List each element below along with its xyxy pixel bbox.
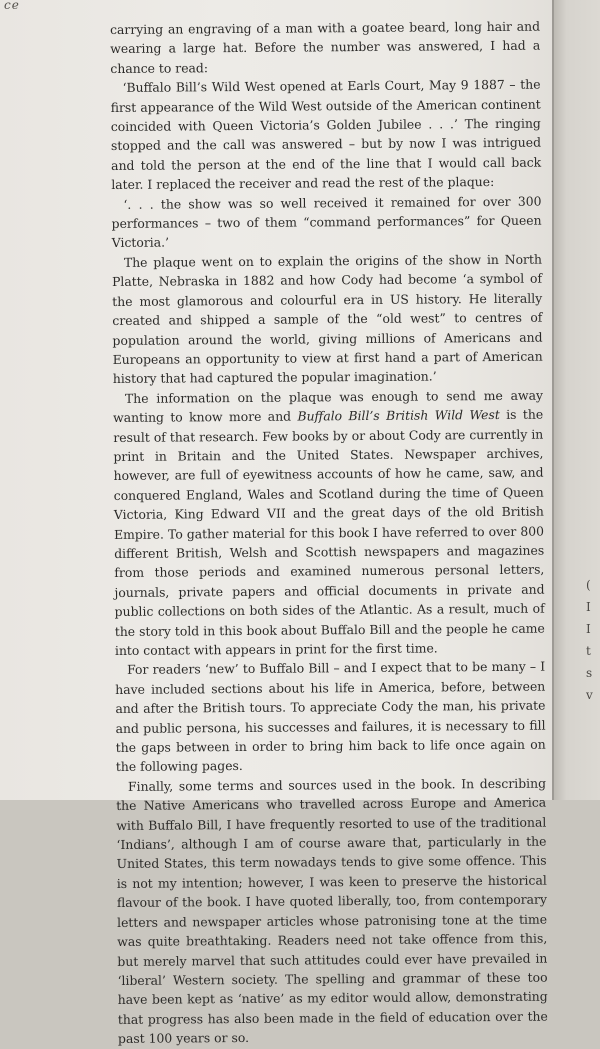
facing-page-text-fragments: [586, 574, 600, 706]
paragraph-plaque-quote-continued: ‘. . . the show was so well received it remained for over 300 performances – two of them “command performances” for Queen Victoria.’: [111, 193, 542, 251]
page-gutter-divider: [552, 0, 554, 800]
edge-char: t: [586, 644, 591, 658]
edge-char: (: [586, 578, 591, 592]
edge-char: v: [586, 688, 593, 702]
paragraph-research-rest: is the result of that research. Few books by or about Cody are currently in print in Britain and the United States. Newspaper archives, however, are full of eyewitness accounts of how he came, saw, and conquered England, Wales and Scotland during the time of Queen Victoria, King Edward VII and the great days of the old British Empire. To gather material for this book I have referred to over 800 different British, Welsh and Scottish newspapers and magazines from those periods and examined numerous personal letters, journals, private papers and official documents in private and public collections on both sides of the Atlantic. As a result, much of the story told in this book about Buffalo Bill and the people he came into contact with appears in print for the first time.: [113, 406, 545, 658]
paragraph-plaque-origins: The plaque went on to explain the origins of the show in North Platte, Nebraska in 1882 and how Cody had become ‘a symbol of the most glamorous and colourful era in US history. He literally created and shipped a sample of the “old west” to centres of population around the world, giving millions of Americans and Europeans an opportunity to view at first hand a part of American history that had captured the popular imagination.’: [111, 251, 543, 387]
paragraph-new-readers: For readers ‘new’ to Buffalo Bill – and I expect that to be many – I have included sections about his life in America, before, between and after the British tours. To appreciate Cody the man, his private and public persona, his successes and failures, it is necessary to fill the gaps between in order to bring him back to life once again on the following pages.: [115, 659, 546, 775]
paragraph-plaque-quote: ‘Buffalo Bill’s Wild West opened at Earls Court, May 9 1887 – the first appearance of the Wild West outside of the American continent coincided with Queen Victoria’s Golden Jubilee . . .’ The ringing stopped and the call was answered – but by now I was intrigued and told the person at the end of the line that I would call back later. I replaced the receiver and read the rest of the plaque:: [110, 76, 542, 193]
paragraph-research: [113, 385, 545, 660]
edge-char: I: [586, 622, 591, 636]
edge-char: s: [586, 666, 593, 680]
edge-char: I: [586, 600, 591, 614]
running-head: ce: [4, 0, 20, 12]
paragraph-terms-sources: Finally, some terms and sources used in the book. In describing the Native Americans who travelled across Europe and America with Buffalo Bill, I have frequently resorted to use of the traditional ‘Indians’, although I am of course aware that, particularly in the United States, this term nowadays tends to give some offence. This is not my intention; however, I was keen to preserve the historical flavour of the book. I have quoted liberally, too, from contemporary letters and newspaper articles whose patronising tone at the time was quite breathtaking. Readers need not take offence from this, but merely marvel that such attitudes could ever have prevailed in ‘liberal’ Western society. The spelling and grammar of these too have been kept as ‘native’ as my editor would allow, demonstrating that progress has also been made in the field of education over the past 100 years or so.: [116, 775, 548, 1047]
book-title: Buffalo Bill’s British Wild West: [297, 407, 500, 424]
body-text: [110, 17, 548, 1049]
paragraph-research-lead: The information on the plaque was enough to send me away wanting to know more and: [113, 387, 544, 426]
paragraph-continued: carrying an engraving of a man with a goatee beard, long hair and wearing a large hat. Before the number was answered, I had a chance to read:: [110, 18, 541, 76]
